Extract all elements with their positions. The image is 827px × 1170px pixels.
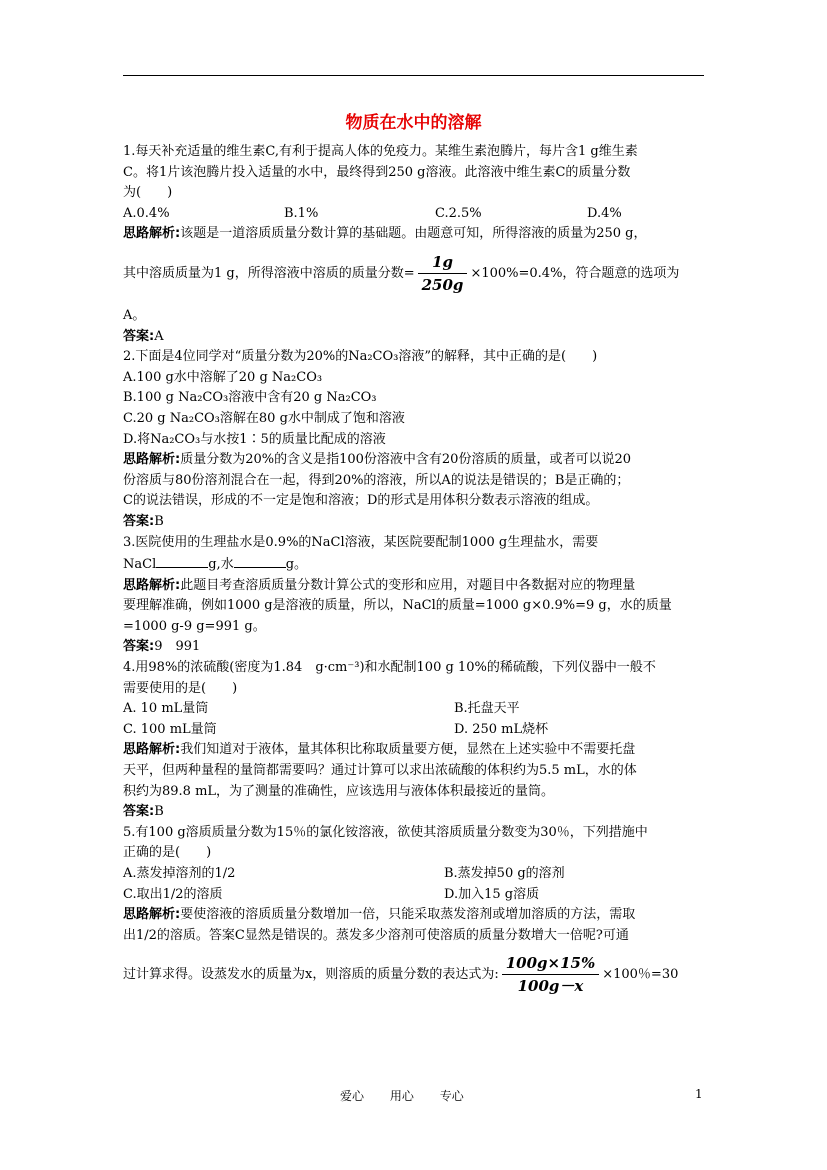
q1-option-b: B.1%	[284, 205, 319, 221]
q4-option-a: A. 10 mL量筒	[123, 701, 209, 717]
q4-analysis-text-1: 我们知道对于液体，量其体积比称取质量要方便，显然在上述实验中不需要托盘	[180, 742, 636, 758]
q1-fraction-denominator: 250g	[421, 275, 464, 294]
q4-answer-label: 答案:	[123, 804, 155, 820]
footer-motto	[340, 1087, 486, 1104]
q5-option-d: D.加入15 g溶质	[444, 886, 540, 902]
q1-answer-value: A	[154, 328, 164, 344]
q3-stem-line-2	[123, 553, 706, 576]
q3-analysis-text-1: 此题目考查溶质质量分数计算公式的变形和应用，对题目中各数据对应的物理量	[180, 577, 636, 593]
q3-blank-nacl	[156, 553, 208, 568]
q2-option-b: B.100 g Na₂CO₃溶液中含有20 g Na₂CO₃	[123, 390, 377, 406]
q3-analysis-label: 思路解析:	[123, 577, 181, 593]
q5-fraction-numerator: 100g×15%	[502, 952, 600, 975]
q3-stem-nacl: NaCl	[123, 557, 157, 573]
q5-option-c: C.取出1/2的溶质	[123, 886, 223, 902]
q1-stem-line-2: C。将1片该泡腾片投入适量的水中，最终得到250 g溶液。此溶液中维生素C的质量分数	[123, 164, 631, 180]
q2-option-d: D.将Na₂CO₃与水按1∶5的质量比配成的溶液	[123, 431, 386, 447]
q5-analysis-text-3: 过计算求得。设蒸发水的质量为x，则溶质的质量分数的表达式为:	[123, 967, 499, 983]
q3-answer-value: 9 991	[154, 639, 201, 655]
q1-answer-label: 答案:	[123, 328, 155, 344]
q5-option-a: A.蒸发掉溶剂的1/2	[123, 866, 236, 881]
q1-option-a: A.0.4%	[123, 205, 170, 221]
q4-options-row-2	[123, 720, 706, 741]
q5-fraction-denominator: 100g－x	[517, 977, 584, 996]
q2-analysis-line-3: C的说法错误，形成的不一定是饱和溶液；D的形式是用体积分数表示溶液的组成。	[123, 493, 599, 509]
q2-analysis-text-1: 质量分数为20%的含义是指100份溶液中含有20份溶质的质量，或者可以说20	[180, 452, 631, 468]
q1-analysis-text-2: 其中溶质质量为1 g，所得溶液中溶质的质量分数=	[123, 265, 415, 281]
q4-stem-line-2: 需要使用的是( )	[123, 680, 238, 696]
q5-fraction	[502, 952, 600, 997]
q2-analysis-line-1	[123, 450, 706, 471]
q4-options-row-1	[123, 699, 706, 720]
q3-analysis-line-2: 要理解准确，例如1000 g是溶液的质量，所以，NaCl的质量=1000 g×0.9%=9 g，水的质量	[123, 598, 672, 614]
q4-answer-value: B	[154, 804, 164, 820]
q1-analysis-line-1	[123, 224, 706, 245]
q2-stem: 2.下面是4位同学对“质量分数为20%的Na₂CO₃溶液”的解释，其中正确的是( )	[123, 349, 598, 365]
q2-analysis-line-2: 份溶质与80份溶剂混合在一起，得到20%的溶液，所以A的说法是错误的；B是正确的；	[123, 472, 630, 488]
q1-stem-line-1: 1.每天补充适量的维生素C,有利于提高人体的免疫力。某维生素泡腾片，每片含1 g维生素	[123, 144, 638, 159]
q5-option-b: B.蒸发掉50 g的溶剂	[444, 866, 565, 881]
q2-answer-label: 答案:	[123, 513, 155, 529]
q4-analysis-label: 思路解析:	[123, 742, 181, 758]
q1-options	[123, 204, 706, 225]
q5-options-row-2	[123, 885, 706, 906]
header-rule	[123, 75, 704, 76]
q3-stem-end: g。	[285, 557, 308, 573]
footer-item-1: 爱心	[340, 1089, 365, 1103]
q4-analysis-line-1	[123, 740, 706, 761]
q5-analysis-label: 思路解析:	[123, 907, 181, 923]
q4-analysis-line-2: 天平，但两种量程的量筒都需要吗？通过计算可以求出浓硫酸的体积约为5.5 mL，水的体	[123, 763, 637, 779]
q4-answer	[123, 802, 706, 823]
q5-analysis-line-3	[123, 952, 706, 997]
q1-fraction	[418, 251, 468, 296]
q3-answer	[123, 637, 706, 658]
footer-item-2: 用心	[389, 1089, 414, 1103]
q2-answer	[123, 512, 706, 533]
q4-stem-line-1: 4.用98%的浓硫酸(密度为1.84 g·cm⁻³)和水配制100 g 10%的稀硫酸，下列仪器中一般不	[123, 660, 656, 676]
q4-option-c: C. 100 mL量筒	[123, 721, 217, 737]
q3-blank-water	[234, 553, 286, 568]
q2-option-c: C.20 g Na₂CO₃溶解在80 g水中制成了饱和溶液	[123, 410, 405, 426]
q3-analysis-line-1	[123, 576, 706, 597]
q5-analysis-text-4: ×100％=30	[602, 967, 679, 983]
q5-analysis-text-1: 要使溶液的溶质质量分数增加一倍，只能采取蒸发溶剂或增加溶质的方法，需取	[180, 907, 636, 923]
q1-option-d: D.4%	[587, 205, 622, 221]
q1-analysis-text-1: 该题是一道溶质质量分数计算的基础题。由题意可知，所得溶液的质量为250 g，	[180, 226, 647, 242]
q1-answer	[123, 327, 706, 348]
q3-analysis-line-3: =1000 g-9 g=991 g。	[123, 618, 266, 634]
q1-option-c: C.2.5%	[435, 205, 482, 221]
q1-analysis-line-2	[123, 251, 706, 296]
q4-option-b: B.托盘天平	[454, 701, 520, 717]
page-number: 1	[695, 1087, 703, 1101]
q2-analysis-label: 思路解析:	[123, 452, 181, 468]
footer-item-3: 专心	[439, 1089, 464, 1103]
q1-analysis-label: 思路解析:	[123, 226, 181, 242]
q1-stem-line-3: 为( )	[123, 185, 173, 201]
q2-answer-value: B	[154, 513, 164, 529]
q1-fraction-numerator: 1g	[418, 251, 468, 274]
page-title: 物质在水中的溶解	[345, 113, 482, 133]
q4-option-d: D. 250 mL烧杯	[454, 721, 549, 737]
q1-analysis-line-3: A。	[123, 307, 146, 323]
q5-analysis-line-2: 出1/2的溶质。答案C显然是错误的。蒸发多少溶剂可使溶质的质量分数增大一倍呢?可通	[123, 927, 629, 943]
q5-stem-line-2: 正确的是( )	[123, 845, 212, 861]
q4-analysis-line-3: 积约为89.8 mL，为了测量的准确性，应该选用与液体体积最接近的量筒。	[123, 783, 555, 799]
q5-options-row-1	[123, 864, 706, 885]
q5-stem-line-1: 5.有100 g溶质质量分数为15％的氯化铵溶液，欲使其溶质质量分数变为30％，下列措施中	[123, 824, 648, 840]
document-body	[123, 142, 706, 997]
q2-option-a: A.100 g水中溶解了20 g Na₂CO₃	[123, 369, 323, 385]
q3-answer-label: 答案:	[123, 639, 155, 655]
q3-stem-water: g,水	[208, 557, 234, 573]
q3-stem-line-1: 3.医院使用的生理盐水是0.9%的NaCl溶液，某医院要配制1000 g生理盐水，需要	[123, 534, 599, 550]
q5-analysis-line-1	[123, 905, 706, 926]
q1-analysis-text-3: ×100%=0.4%，符合题意的选项为	[470, 265, 680, 281]
